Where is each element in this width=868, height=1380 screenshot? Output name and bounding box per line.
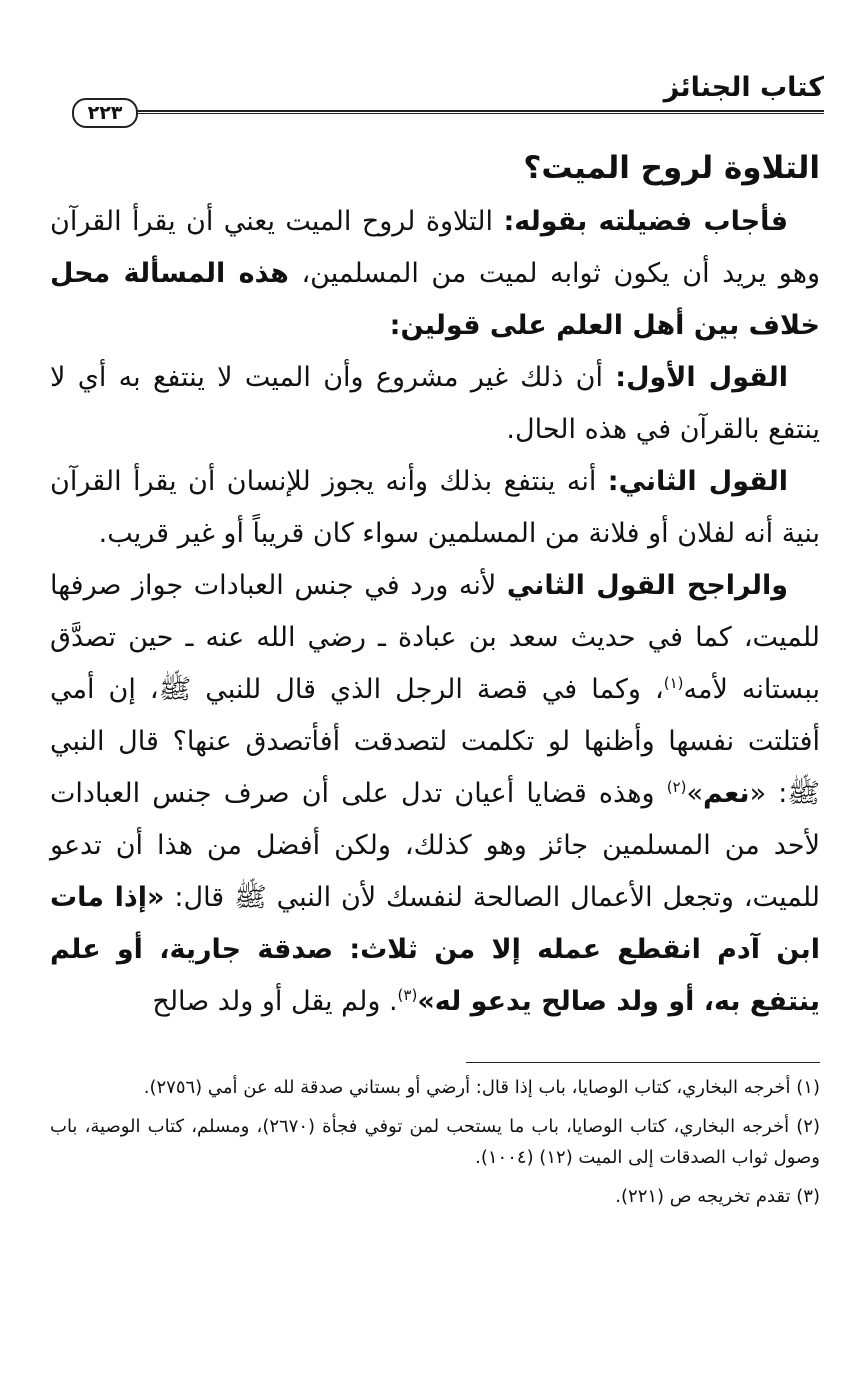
preferred-text-3: » — [686, 778, 703, 809]
footnote-ref-2: (٢) — [666, 778, 687, 796]
hadith-quote: «إذا مات ابن آدم انقطع عمله إلا من ثلاث: صدقة جارية، أو علم ينتفع به، أو ولد صالح يدعو له» — [50, 882, 820, 1017]
preferred-text-4: وهذه قضايا أعيان تدل على أن صرف جنس العبادات لأحد من المسلمين جائز وهو كذلك، ولكن أفضل من هذا أن تدعو للميت، وتجعل الأعمال الصالحة لنفسك لأن النبي ﷺ قال: — [50, 778, 820, 913]
footnote-ref-1: (١) — [663, 674, 684, 692]
first-opinion-text: أن ذلك غير مشروع وأن الميت لا ينتفع به أي لا ينتفع بالقرآن في هذه الحال. — [50, 362, 820, 445]
preferred-text-1: لأنه ورد في جنس العبادات جواز صرفها للميت، كما في حديث سعد بن عبادة ـ رضي الله عنه ـ حين تصدَّق ببستانه لأمه — [50, 570, 820, 705]
second-opinion-text: أنه ينتفع بذلك وأنه يجوز للإنسان أن يقرأ القرآن بنية أنه لفلان أو فلانة من المسلمين سواء كان قريباً أو غير قريب. — [50, 466, 820, 549]
paragraph-second-opinion — [50, 456, 820, 560]
page-header — [72, 72, 824, 132]
second-opinion-label: القول الثاني: — [607, 466, 788, 497]
page-number: ٢٢٣ — [72, 98, 138, 128]
preferred-opinion-label: والراجح القول الثاني — [506, 570, 789, 601]
header-rule — [132, 110, 824, 114]
footnotes — [50, 1072, 820, 1220]
paragraph-answer — [50, 196, 820, 352]
running-title: كتاب الجنائز — [663, 72, 824, 103]
question-heading: التلاوة لروح الميت؟ — [523, 150, 820, 186]
footnote: (٢) أخرجه البخاري، كتاب الوصايا، باب ما يستحب لمن توفي فجأة (٢٦٧٠)، ومسلم، كتاب الوصية، باب وصول ثواب الصدقات إلى الميت (١٢) (١٠٠٤). — [50, 1116, 820, 1168]
preferred-text-2: ، وكما في قصة الرجل الذي قال للنبي ﷺ، إن أمي أفتلتت نفسها وأظنها لو تكلمت لتصدقت أفأتصدق عنها؟ قال النبي ﷺ: « — [50, 674, 820, 809]
footnote: (٣) تقدم تخريجه ص (٢٢١). — [615, 1186, 820, 1207]
answer-emphasis: هذه المسألة محل خلاف بين أهل العلم على قولين: — [50, 258, 820, 341]
footnote-separator — [466, 1062, 820, 1063]
footnote-ref-3: (٣) — [397, 986, 418, 1004]
paragraph-first-opinion — [50, 352, 820, 456]
answer-intro: فأجاب فضيلته بقوله: — [503, 206, 788, 237]
paragraph-preferred-opinion — [50, 560, 820, 1028]
hadith-naam: نعم — [703, 778, 750, 809]
footnote: (١) أخرجه البخاري، كتاب الوصايا، باب إذا قال: أرضي أو بستاني صدقة لله عن أمي (٢٧٥٦). — [143, 1077, 820, 1098]
main-text — [50, 140, 820, 1028]
first-opinion-label: القول الأول: — [615, 362, 788, 393]
answer-text: التلاوة لروح الميت يعني أن يقرأ القرآن وهو يريد أن يكون ثوابه لميت من المسلمين، — [50, 206, 820, 289]
preferred-text-5: . ولم يقل أو ولد صالح — [152, 986, 398, 1017]
